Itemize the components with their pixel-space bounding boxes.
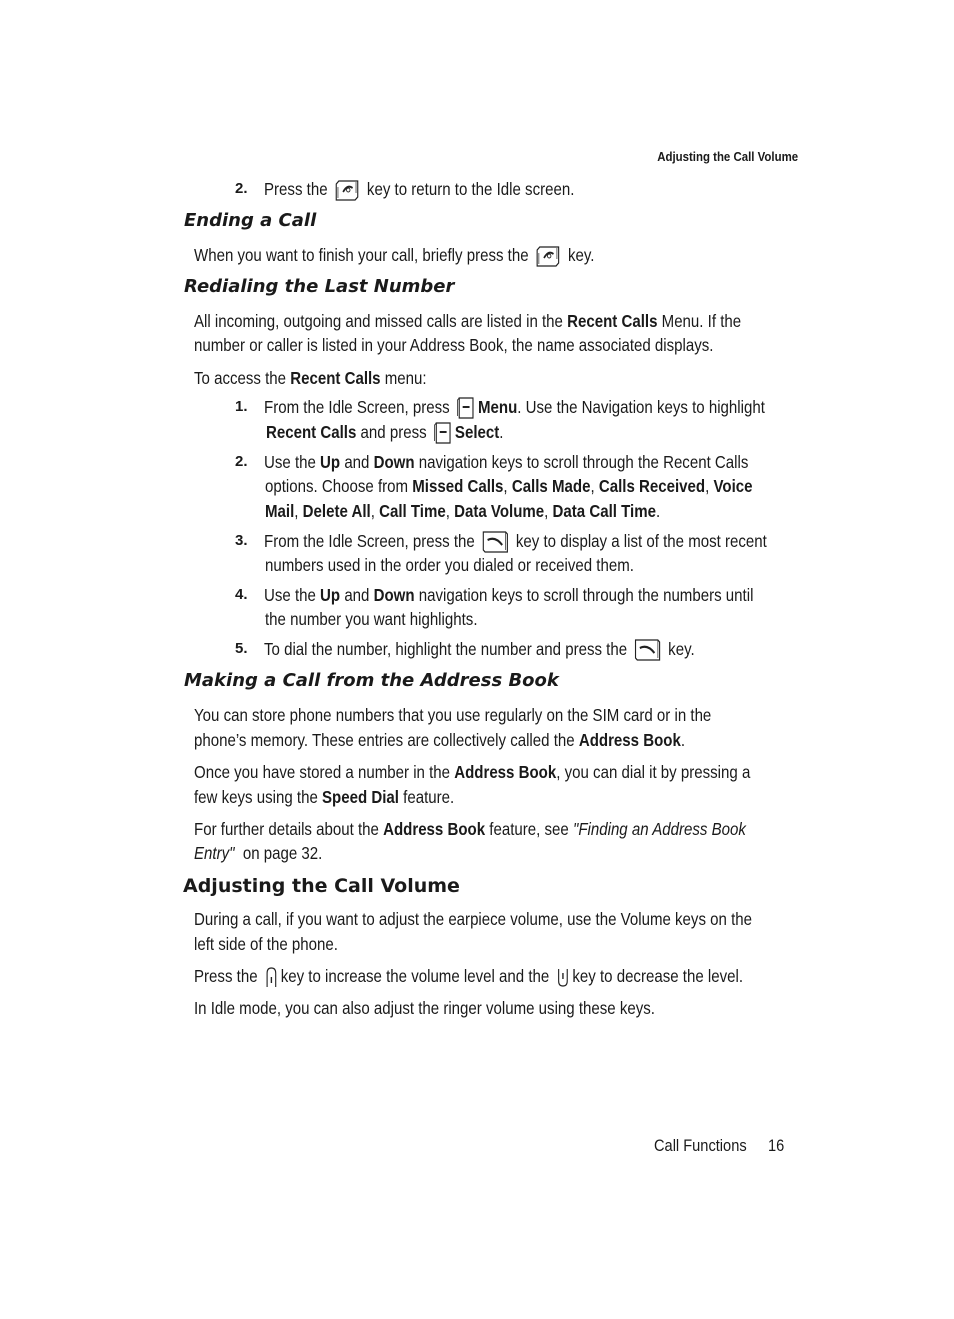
step-text: From the Idle Screen, press Menu. Use the Navigation keys to highlight bbox=[264, 395, 765, 420]
send-key-icon bbox=[482, 530, 510, 554]
footer-section-name: Call Functions bbox=[654, 1136, 747, 1155]
volume-up-key-icon bbox=[264, 965, 278, 989]
left-soft-key-icon bbox=[433, 421, 452, 445]
address-paragraph-line: phone’s memory. These entries are collectively called the Address Book. bbox=[194, 730, 686, 750]
step-text: To dial the number, highlight the number and press the key. bbox=[264, 637, 695, 662]
step-number: 5. bbox=[235, 640, 248, 657]
cross-reference-link[interactable]: Entry" bbox=[194, 843, 235, 863]
volume-down-key-icon bbox=[556, 965, 570, 989]
redial-paragraph-line: number or caller is listed in your Address Book, the name associated displays. bbox=[194, 335, 714, 355]
step-text: options. Choose from Missed Calls, Calls Made, Calls Received, Voice bbox=[265, 476, 753, 496]
section-heading-redialing: Redialing the Last Number bbox=[184, 276, 455, 297]
end-call-key-icon bbox=[334, 178, 360, 202]
step-number: 2. bbox=[235, 180, 248, 197]
step-number: 4. bbox=[235, 586, 248, 603]
section-heading-call-volume: Adjusting the Call Volume bbox=[183, 875, 460, 897]
end-call-key-icon bbox=[535, 244, 561, 268]
address-paragraph-line: few keys using the Speed Dial feature. bbox=[194, 787, 455, 807]
left-soft-key-icon bbox=[456, 396, 475, 420]
step-number: 1. bbox=[235, 398, 248, 415]
section-heading-address-book: Making a Call from the Address Book bbox=[184, 670, 559, 691]
volume-paragraph-line: left side of the phone. bbox=[194, 934, 338, 954]
step-text: Press the key to return to the Idle screen. bbox=[264, 177, 574, 202]
address-paragraph-line: Entry" on page 32. bbox=[194, 843, 323, 863]
step-number: 2. bbox=[235, 453, 248, 470]
step-text: Use the Up and Down navigation keys to scroll through the Recent Calls bbox=[264, 452, 749, 472]
step-number: 3. bbox=[235, 532, 248, 549]
ending-paragraph: When you want to finish your call, briefly press the key. bbox=[194, 243, 594, 268]
address-paragraph-line: Once you have stored a number in the Address Book, you can dial it by pressing a bbox=[194, 762, 751, 782]
page-number: 16 bbox=[768, 1136, 785, 1155]
section-heading-ending-call: Ending a Call bbox=[184, 210, 317, 231]
volume-paragraph-line: During a call, if you want to adjust the earpiece volume, use the Volume keys on the bbox=[194, 909, 753, 929]
running-header: Adjusting the Call Volume bbox=[657, 149, 798, 164]
redial-paragraph-line: All incoming, outgoing and missed calls are listed in the Recent Calls Menu. If the bbox=[194, 311, 742, 331]
step-text: Recent Calls and press Select. bbox=[266, 420, 503, 445]
step-text: numbers used in the order you dialed or received them. bbox=[265, 555, 634, 575]
step-text: Mail, Delete All, Call Time, Data Volume, Data Call Time. bbox=[265, 501, 661, 521]
volume-paragraph-line: Press the key to increase the volume level and the key to decrease the level. bbox=[194, 964, 743, 989]
address-paragraph-line: You can store phone numbers that you use regularly on the SIM card or in the bbox=[194, 705, 712, 725]
send-key-icon bbox=[634, 638, 662, 662]
step-text: From the Idle Screen, press the key to display a list of the most recent bbox=[264, 529, 767, 554]
cross-reference-link[interactable]: "Finding an Address Book bbox=[572, 819, 746, 839]
redial-access-line: To access the Recent Calls menu: bbox=[194, 368, 427, 388]
address-paragraph-line: For further details about the Address Book feature, see "Finding an Address Book bbox=[194, 819, 746, 839]
step-text: the number you want highlights. bbox=[265, 609, 478, 629]
volume-paragraph-line: In Idle mode, you can also adjust the ringer volume using these keys. bbox=[194, 998, 655, 1018]
step-text: Use the Up and Down navigation keys to scroll through the numbers until bbox=[264, 585, 754, 605]
